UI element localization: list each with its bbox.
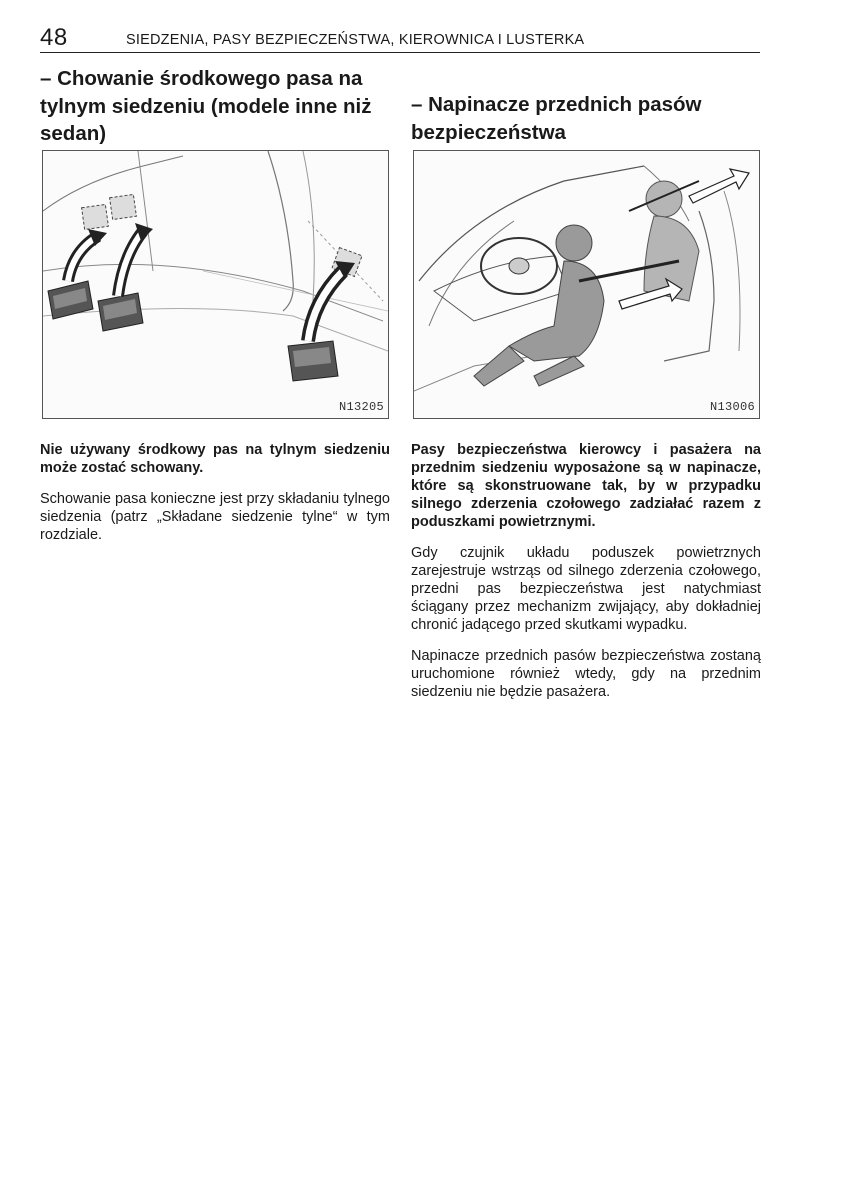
figure-code: N13006	[709, 400, 755, 414]
seatbelt-stowing-drawing	[43, 151, 388, 418]
left-paragraph-2: Schowanie pasa konieczne jest przy składaniu tylnego siedzenia (patrz „Składane siedzenie tylne“ w tym rozdziale.	[40, 491, 390, 543]
right-heading: – Napinacze przednich pasów bezpieczeństwa	[411, 93, 702, 144]
page-number: 48	[40, 24, 68, 51]
pretensioner-illustration	[413, 150, 760, 419]
left-heading: – Chowanie środkowego pasa na tylnym siedzeniu (modele inne niż sedan)	[40, 67, 372, 145]
seatbelt-stowing-illustration	[42, 150, 389, 419]
left-text	[40, 441, 390, 557]
right-text	[411, 441, 761, 714]
right-paragraph-2: Gdy czujnik układu poduszek powietrznych zarejestruje wstrząs od silnego zderzenia czołowego, przedni pas bezpieczeństwa jest natychmiast ściągany przez mechanizm zwijający, aby dokładniej chronić jadącego przed skutkami wypadku.	[411, 545, 761, 633]
section-title: SIEDZENIA, PASY BEZPIECZEŃSTWA, KIEROWNICA I LUSTERKA	[126, 32, 585, 48]
pretensioner-drawing	[414, 151, 759, 418]
left-paragraph-1: Nie używany środkowy pas na tylnym siedzeniu może zostać schowany.	[40, 442, 390, 476]
right-paragraph-3: Napinacze przednich pasów bezpieczeństwa zostaną uruchomione również wtedy, gdy na przednim siedzeniu nie będzie pasażera.	[411, 648, 761, 700]
right-paragraph-1: Pasy bezpieczeństwa kierowcy i pasażera na przednim siedzeniu wyposażone są w napinacze, które są skonstruowane tak, by w przypadku silnego zderzenia czołowego zadziałać razem z poduszkami powietrznymi.	[411, 442, 761, 530]
page-header	[40, 22, 760, 53]
figure-code: N13205	[338, 400, 384, 414]
